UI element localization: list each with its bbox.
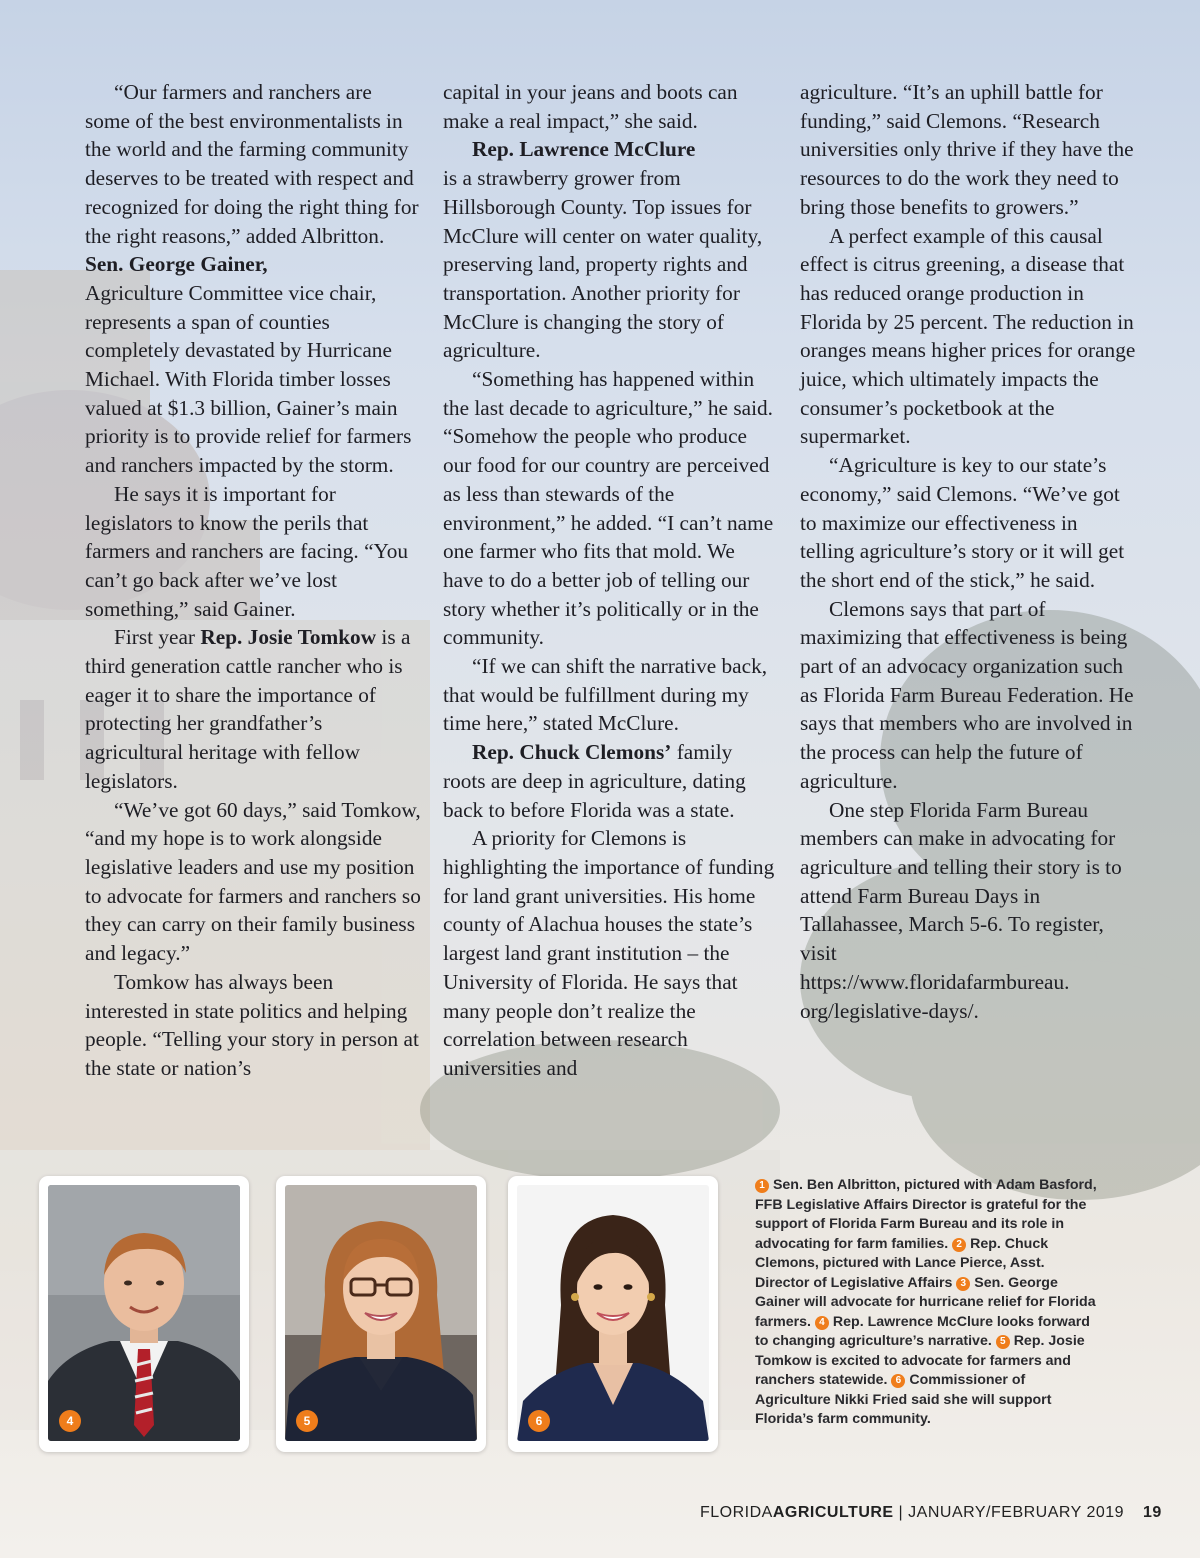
caption-number: 3 xyxy=(956,1277,970,1291)
paragraph: “If we can shift the narrative back, that would be fulfillment during my time here,” stated McClure. xyxy=(443,654,768,736)
paragraph: A perfect example of this causal effect is citrus greening, a disease that has reduced orange production in Florida by 25 percent. The reduction in oranges means higher prices for orange juice, which ultimately impacts the consumer’s pocketbook at the supermarket. xyxy=(800,223,1136,449)
page-footer xyxy=(700,1504,1160,1522)
text-column-2 xyxy=(443,78,779,1083)
paragraph: “We’ve got 60 days,” said Tomkow, “and my hope is to work alongside legislative leaders and use my position to advocate for farmers and ranchers so they can carry on their family business and legacy.” xyxy=(85,797,421,966)
photo-fried xyxy=(508,1176,718,1452)
caption-number: 5 xyxy=(996,1335,1010,1349)
portrait-image xyxy=(48,1185,240,1441)
paragraph: A priority for Clemons is highlighting the importance of funding for land grant universities. His home county of Alachua houses the state’s largest land grant institution – the University of Florida. He says that many people don’t realize the correlation between research universities and xyxy=(443,826,775,1080)
photo-number-badge: 4 xyxy=(59,1410,81,1432)
paragraph: First year Rep. Josie Tomkow is a third generation cattle rancher who is eager it to share the importance of protecting her grandfather’s agricultural heritage with fellow legislators. xyxy=(85,625,411,793)
paragraph-heading: Rep. Lawrence McClure xyxy=(472,137,696,162)
caption-text: Commissioner of Agriculture Nikki Fried said she will support Florida’s farm community. xyxy=(755,1372,1052,1427)
footer-separator: | xyxy=(898,1504,904,1521)
caption-number: 2 xyxy=(952,1238,966,1252)
paragraph: capital in your jeans and boots can make a real impact,” she said. xyxy=(443,80,738,133)
text-column-1 xyxy=(85,78,421,1083)
paragraph: Rep. Chuck Clemons’ family roots are deep in agriculture, dating back to before Florida was a state. xyxy=(443,740,746,822)
paragraph: “Something has happened within the last decade to agriculture,” he said. “Somehow the people who produce our food for our country are perceived as less than stewards of the environment,” he added. “I can’t name one farmer who fits that mold. We have to do a better job of telling our story whether it’s politically or in the community. xyxy=(443,367,774,650)
paragraph-heading: Sen. George Gainer, xyxy=(85,252,268,277)
caption-number: 1 xyxy=(755,1179,769,1193)
registration-link[interactable]: https://www.floridafarmbureau. xyxy=(800,969,1070,994)
issue-date: JANUARY/FEBRUARY 2019 xyxy=(908,1504,1125,1521)
photo-tomkow xyxy=(276,1176,486,1452)
portrait-image xyxy=(285,1185,477,1441)
paragraph: is a strawberry grower from Hillsborough County. Top issues for McClure will center on water quality, preserving land, property rights and transportation. Another priority for McClure is changing the story of agriculture. xyxy=(443,166,763,363)
photo-mcclure xyxy=(39,1176,249,1452)
paragraph: agriculture. “It’s an uphill battle for funding,” said Clemons. “Research universities only thrive if they have the resources to do the work they need to bring those benefits to growers.” xyxy=(800,80,1134,219)
caption-number: 4 xyxy=(815,1316,829,1330)
caption-text: Rep. Josie Tomkow is excited to advocate for farmers and ranchers statewide. xyxy=(755,1333,1085,1388)
paragraph: Tomkow has always been interested in state politics and helping people. “Telling your story in person at the state or nation’s xyxy=(85,969,419,1080)
paragraph: “Agriculture is key to our state’s economy,” said Clemons. “We’ve got to maximize our effectiveness in telling agriculture’s story or it will get the short end of the stick,” he said. xyxy=(800,453,1125,592)
paragraph: He says it is important for legislators to know the perils that farmers and ranchers are facing. “You can’t go back after we’ve lost something,” said Gainer. xyxy=(85,481,409,621)
caption-text: Sen. Ben Albritton, pictured with Adam Basford, FFB Legislative Affairs Director is grateful for the support of Florida Farm Bureau and its role in advocating for farm families. xyxy=(755,1177,1097,1252)
photo-caption xyxy=(755,1176,1100,1430)
photo-number-badge: 6 xyxy=(528,1410,550,1432)
registration-link-continued[interactable]: org/legislative-days/. xyxy=(800,998,979,1023)
paragraph: Agriculture Committee vice chair, represents a span of counties completely devastated by Hurricane Michael. With Florida timber losses valued at $1.3 billion, Gainer’s main priority is to provide relief for farmers and ranchers impacted by the storm. xyxy=(85,280,412,478)
paragraph: Clemons says that part of maximizing that effectiveness is being part of an advocacy organization such as Florida Farm Bureau Federation. He says that members who are involved in the process can help the future of agriculture. xyxy=(800,596,1134,793)
caption-number: 6 xyxy=(891,1374,905,1388)
portrait-image xyxy=(517,1185,709,1441)
caption-text: Sen. George Gainer will advocate for hurricane relief for Florida farmers. xyxy=(755,1274,1096,1330)
magazine-name: FLORIDAAGRICULTURE xyxy=(700,1504,894,1521)
photo-number-badge: 5 xyxy=(296,1410,318,1432)
text-column-3 xyxy=(800,78,1136,1025)
caption-text: Rep. Chuck Clemons, pictured with Lance Pierce, Asst. Director of Legislative Affairs xyxy=(755,1235,1049,1291)
paragraph: One step Florida Farm Bureau members can make in advocating for agriculture and telling their story is to attend Farm Bureau Days in Tallahassee, March 5-6. To register, visit xyxy=(800,797,1122,966)
page-number: 19 xyxy=(1143,1504,1162,1521)
paragraph: “Our farmers and ranchers are some of the best environmentalists in the world and the farming community deserves to be treated with respect and recognized for doing the right thing for the right reasons,” added Albritton. xyxy=(85,80,419,248)
caption-text: Rep. Lawrence McClure looks forward to changing agriculture’s narrative. xyxy=(755,1313,1090,1349)
